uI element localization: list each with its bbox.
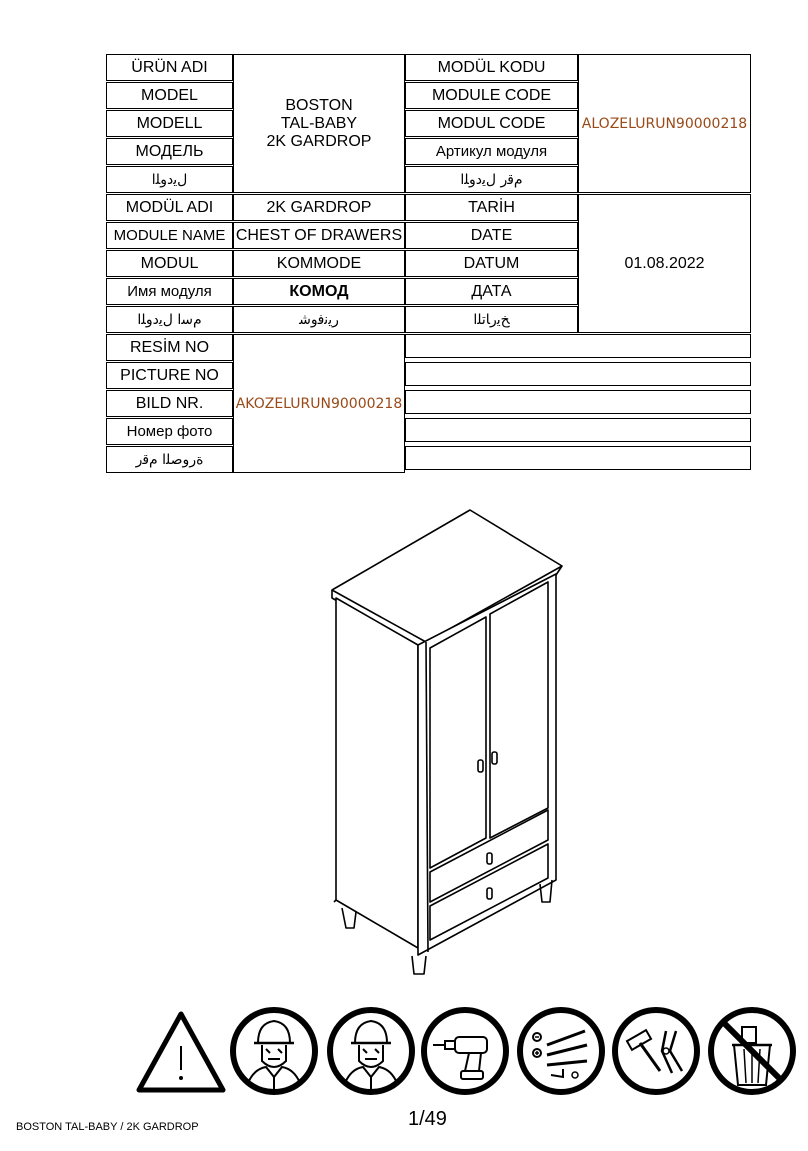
label-modul: MODUL [106,250,233,277]
date-value: 01.08.2022 [578,194,751,333]
picture-code-value: AKOZELURUN90000218 [233,334,405,473]
warning-triangle-icon [135,1010,227,1094]
label-modul-kodu: MODÜL KODU [405,54,578,81]
label-module-code: MODULE CODE [405,82,578,109]
label-tarih: TARİH [405,194,578,221]
label-data-ru: ДАТА [405,278,578,305]
label-code-ar: ﻡﻗﺭ ﻝﻳﺩﻭﻠﺍ [405,166,578,193]
label-model-ru: МОДЕЛЬ [106,138,233,165]
label-model-ar: ﻝﻳﺩﻭﻠﺍ [106,166,233,193]
wardrobe-side-panel [336,598,418,948]
hammer-pliers-icon [610,1005,702,1097]
module-name-ru: КОМОД [233,278,405,305]
power-drill-icon [419,1005,511,1097]
product-name-line-1: BOSTON [285,96,353,114]
label-artikul: Артикул модуля [405,138,578,165]
hard-hat-worker-icon [325,1005,417,1097]
footer-document-name: BOSTON TAL-BABY / 2K GARDROP [16,1121,199,1133]
label-date: DATE [405,222,578,249]
label-module-name: MODULE NAME [106,222,233,249]
hard-hat-worker-icon [228,1005,320,1097]
wardrobe-leg [412,956,426,974]
label-urun-adi: ÜRÜN ADI [106,54,233,81]
label-modell: MODELL [106,110,233,137]
module-name-ar: ﺭﻳﻧﻓﻭﺷ [233,306,405,333]
label-model: MODEL [106,82,233,109]
label-date-ar: ﺦﻳﺭﺎﺗﻠﺍ [405,306,578,333]
product-name-line-3: 2K GARDROP [266,132,372,150]
page-number: 1/49 [408,1108,447,1130]
product-name-line-2: TAL-BABY [280,114,358,132]
label-datum: DATUM [405,250,578,277]
label-resim-no: RESİM NO [106,334,233,361]
module-name-de: KOMMODE [233,250,405,277]
label-nomer-foto: Номер фото [106,418,233,445]
module-name-en: CHEST OF DRAWERS [233,222,405,249]
screwdrivers-icon [515,1005,607,1097]
module-code-value: ALOZELURUN90000218 [578,54,751,193]
label-imya-modulya: Имя модуля [106,278,233,305]
label-picture-no: PICTURE NO [106,362,233,389]
label-modul-adi: MODÜL ADI [106,194,233,221]
label-modul-code: MODUL CODE [405,110,578,137]
label-bild-nr: BILD NR. [106,390,233,417]
no-trash-bin-icon [706,1005,798,1097]
label-picture-ar: ﺓﺭﻭﺻﻠﺍ ﻡﻗﺭ [106,446,233,473]
module-name-tr: 2K GARDROP [233,194,405,221]
label-module-name-ar: ﻡﺳﺍ ﻝﻳﺩﻭﻠﺍ [106,306,233,333]
